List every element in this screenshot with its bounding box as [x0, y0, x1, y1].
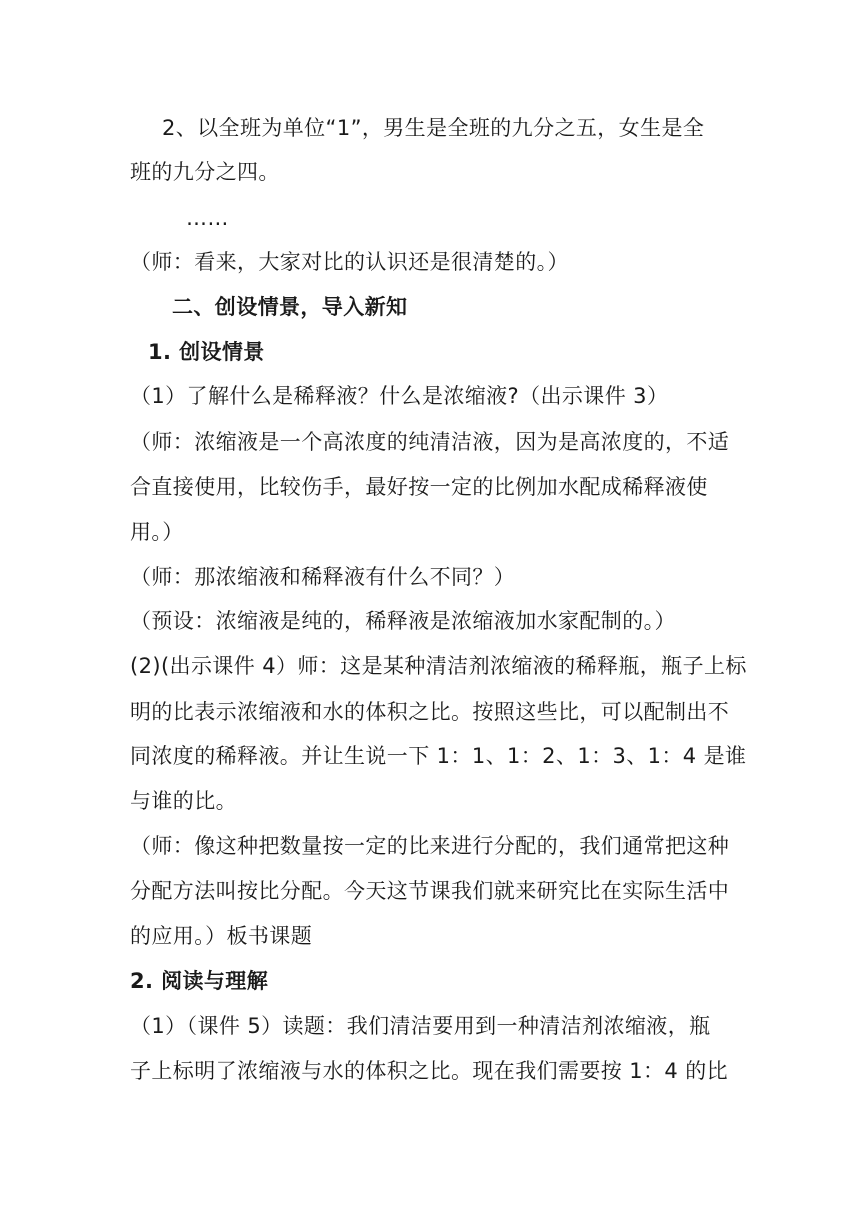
text-line: （师：那浓缩液和稀释液有什么不同？）	[130, 565, 516, 589]
text-line: 分配方法叫按比分配。今天这节课我们就来研究比在实际生活中	[130, 879, 730, 903]
text-line: （1）（课件 5）读题：我们清洁要用到一种清洁剂浓缩液，瓶	[130, 1014, 711, 1038]
section-heading: 二、创设情景，导入新知	[172, 295, 408, 319]
text-line: （预设：浓缩液是纯的，稀释液是浓缩液加水家配制的。）	[130, 609, 676, 633]
subsection-heading: 1. 创设情景	[148, 340, 265, 364]
text-line: (2)(出示课件 4）师：这是某种清洁剂浓缩液的稀释瓶，瓶子上标	[130, 654, 747, 678]
text-line: 的应用。）板书课题	[130, 924, 313, 948]
text-line: 2、以全班为单位“1”，男生是全班的九分之五，女生是全	[162, 116, 705, 140]
text-line: （师：浓缩液是一个高浓度的纯清洁液，因为是高浓度的，不适	[130, 430, 730, 454]
text-line: 明的比表示浓缩液和水的体积之比。按照这些比，可以配制出不	[130, 700, 730, 724]
text-line: （师：像这种把数量按一定的比来进行分配的，我们通常把这种	[130, 834, 730, 858]
text-line: 子上标明了浓缩液与水的体积之比。现在我们需要按 1：4 的比	[130, 1059, 729, 1083]
text-line: （师：看来，大家对比的认识还是很清楚的。）	[130, 250, 569, 274]
text-line: （1）了解什么是稀释液？什么是浓缩液?（出示课件 3）	[130, 384, 669, 408]
text-line: 同浓度的稀释液。并让生说一下 1：1、1：2、1：3、1：4 是谁	[130, 744, 747, 768]
text-line: 与谁的比。	[130, 789, 237, 813]
ellipsis-line: ……	[186, 206, 229, 230]
text-line: 班的九分之四。	[130, 160, 280, 184]
text-line: 用。）	[130, 520, 184, 544]
text-line: 合直接使用，比较伤手，最好按一定的比例加水配成稀释液使	[130, 475, 708, 499]
subsection-heading: 2. 阅读与理解	[130, 969, 269, 993]
